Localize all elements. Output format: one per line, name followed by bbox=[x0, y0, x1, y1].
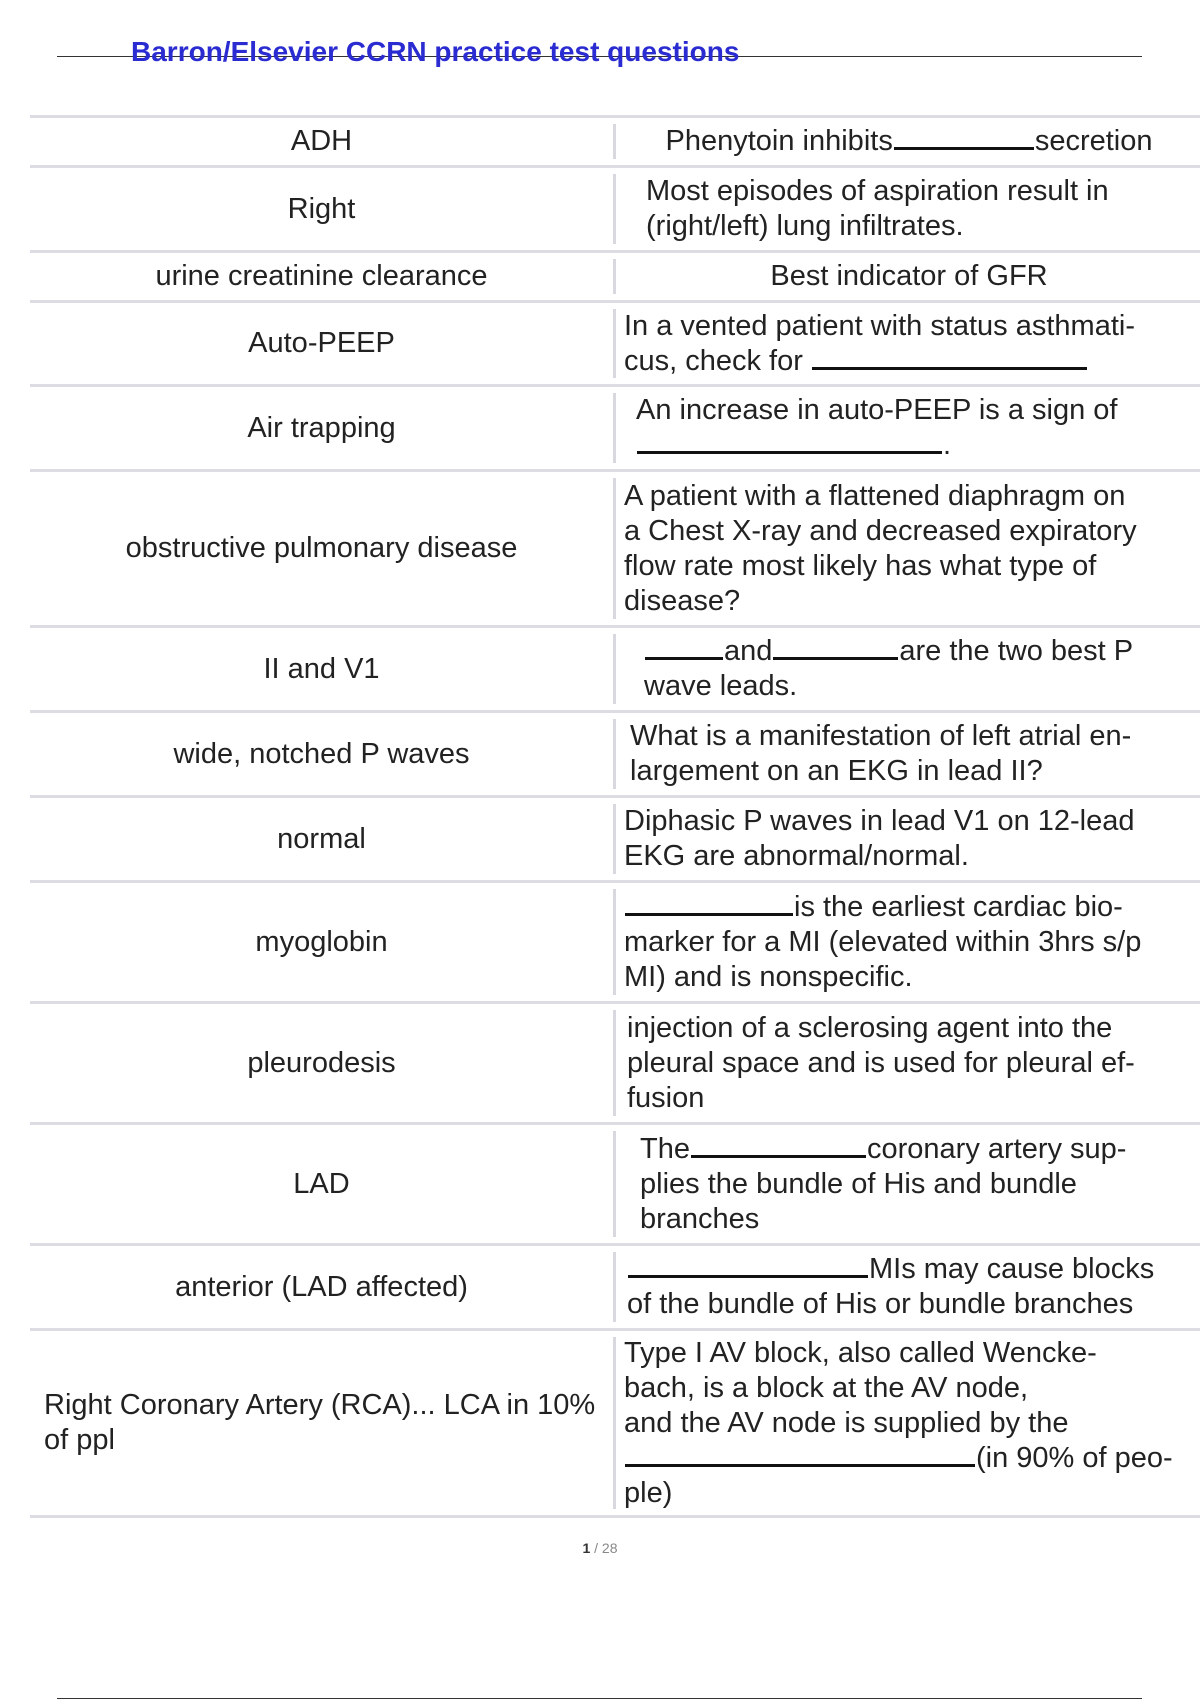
question-text bbox=[613, 634, 1200, 704]
answer-blank bbox=[628, 1274, 868, 1278]
answer-term: anterior (LAD affected) bbox=[175, 1270, 468, 1303]
page-indicator bbox=[0, 1540, 1200, 1556]
question-line: fusion bbox=[627, 1081, 705, 1114]
answer-term: Auto-PEEP bbox=[248, 327, 395, 359]
question-text bbox=[613, 393, 1200, 463]
answer-term: ADH bbox=[290, 125, 353, 157]
question-line: An increase in auto-PEEP is a sign of bbox=[636, 394, 1118, 426]
question-line: marker for a MI (elevated within 3hrs s/p bbox=[624, 925, 1142, 958]
question-line: of the bundle of His or bundle branches bbox=[627, 1288, 1134, 1320]
page-total: / 28 bbox=[594, 1540, 618, 1556]
answer-blank bbox=[625, 912, 793, 916]
table-row bbox=[30, 795, 1200, 880]
question-segment: . bbox=[943, 429, 952, 461]
footer-rule bbox=[57, 1698, 1142, 1699]
answer-term: normal bbox=[277, 822, 366, 855]
question-text bbox=[613, 1131, 1200, 1237]
question-segment: secretion bbox=[1034, 125, 1153, 157]
question-text bbox=[613, 478, 1200, 619]
answer-blank bbox=[773, 656, 898, 660]
page-title: Barron/Elsevier CCRN practice test questions bbox=[131, 36, 740, 67]
answer-term: urine creatinine clearance bbox=[155, 260, 488, 292]
answer-term: wide, notched P waves bbox=[173, 737, 470, 770]
question-text bbox=[613, 719, 1200, 789]
answer-term: Right bbox=[287, 192, 356, 225]
answer-term: obstructive pulmonary disease bbox=[125, 532, 518, 564]
table-row bbox=[30, 1328, 1200, 1518]
question-line: and the AV node is supplied by the bbox=[624, 1406, 1069, 1439]
table-row bbox=[30, 115, 1200, 165]
table-row bbox=[30, 1001, 1200, 1122]
question-segment: are the two best P bbox=[899, 635, 1134, 667]
question-line: In a vented patient with status asthmati- bbox=[624, 309, 1135, 342]
question-segment: (in 90% of peo- bbox=[976, 1441, 1173, 1474]
question-line: injection of a sclerosing agent into the bbox=[627, 1011, 1113, 1044]
answer-blank bbox=[812, 366, 1087, 370]
table-row bbox=[30, 469, 1200, 625]
table-row bbox=[30, 710, 1200, 795]
question-segment: is the earliest cardiac bio- bbox=[794, 890, 1123, 923]
question-line: plies the bundle of His and bundle bbox=[640, 1167, 1077, 1200]
answer-term: Right Coronary Artery (RCA)... LCA in 10% of ppl bbox=[44, 1389, 596, 1456]
table-row bbox=[30, 300, 1200, 384]
table-row bbox=[30, 250, 1200, 300]
question-line: a Chest X-ray and decreased expiratory bbox=[624, 514, 1137, 547]
question-line: (right/left) lung infiltrates. bbox=[646, 210, 964, 242]
question-line: MI) and is nonspecific. bbox=[624, 960, 913, 993]
question-line: Most episodes of aspiration result in bbox=[646, 175, 1109, 207]
answer-term: Air trapping bbox=[247, 411, 396, 444]
question-line: branches bbox=[640, 1202, 760, 1235]
page-header bbox=[57, 30, 1142, 67]
question-line: ple) bbox=[624, 1476, 673, 1509]
question-text bbox=[613, 259, 1200, 294]
question-line: EKG are abnormal/normal. bbox=[624, 840, 969, 872]
question-text bbox=[613, 889, 1200, 995]
answer-blank bbox=[625, 1463, 975, 1467]
question-text bbox=[613, 174, 1200, 244]
question-line: What is a manifestation of left atrial en- bbox=[630, 720, 1132, 752]
table-row bbox=[30, 625, 1200, 710]
question-line: pleural space and is used for pleural ef- bbox=[627, 1046, 1135, 1079]
answer-term: myoglobin bbox=[255, 925, 388, 958]
question-line: Diphasic P waves in lead V1 on 12-lead bbox=[624, 805, 1135, 837]
question-segment: Phenytoin inhibits bbox=[665, 125, 893, 157]
answer-blank bbox=[637, 450, 942, 454]
question-line: Type I AV block, also called Wencke- bbox=[624, 1336, 1097, 1369]
question-line: wave leads. bbox=[644, 670, 798, 702]
question-line: A patient with a flattened diaphragm on bbox=[624, 479, 1126, 512]
question-text bbox=[613, 1252, 1200, 1322]
answer-blank bbox=[894, 146, 1034, 150]
question-line: bach, is a block at the AV node, bbox=[624, 1371, 1029, 1404]
question-segment: cus, check for bbox=[624, 344, 803, 377]
question-text bbox=[613, 1337, 1200, 1509]
answer-term: LAD bbox=[293, 1167, 350, 1200]
question-segment: The bbox=[640, 1132, 690, 1165]
answer-blank bbox=[645, 656, 723, 660]
question-segment: MIs may cause blocks bbox=[869, 1253, 1155, 1285]
flashcard-table bbox=[30, 115, 1200, 1518]
question-line: flow rate most likely has what type of bbox=[624, 549, 1097, 582]
question-segment: and bbox=[724, 635, 773, 667]
question-text bbox=[613, 804, 1200, 874]
table-row bbox=[30, 1243, 1200, 1328]
question-line: Best indicator of GFR bbox=[770, 260, 1048, 292]
question-line: largement on an EKG in lead II? bbox=[630, 755, 1043, 787]
table-row bbox=[30, 165, 1200, 250]
question-text bbox=[613, 124, 1200, 159]
answer-blank bbox=[691, 1154, 866, 1158]
table-row bbox=[30, 1122, 1200, 1243]
answer-term: II and V1 bbox=[263, 652, 380, 685]
page-current: 1 bbox=[582, 1540, 591, 1556]
question-text bbox=[613, 309, 1200, 378]
answer-term: pleurodesis bbox=[247, 1046, 396, 1079]
question-segment: coronary artery sup- bbox=[866, 1132, 1127, 1165]
question-text bbox=[613, 1010, 1200, 1116]
table-row bbox=[30, 384, 1200, 469]
question-line: disease? bbox=[624, 584, 741, 617]
table-row bbox=[30, 880, 1200, 1001]
